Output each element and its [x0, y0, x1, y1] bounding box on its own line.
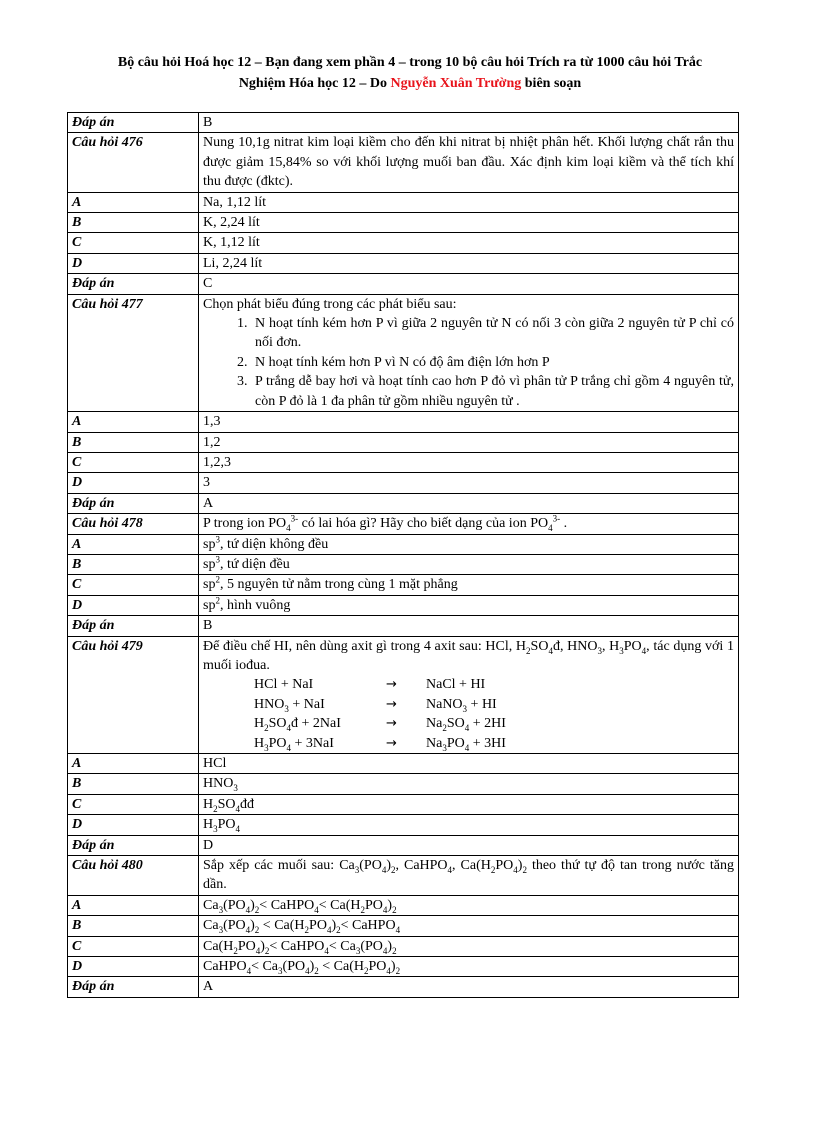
- header-line-2-prefix: Nghiệm Hóa học 12 – Do: [238, 76, 391, 91]
- table-row: [68, 856, 739, 896]
- statement-item: 1. N hoạt tính kém hơn P vì giữa 2 nguyên tử N có nối 3 còn giữa 2 nguyên tử P chỉ có nối đơn.: [251, 314, 734, 353]
- subscript: 2: [264, 945, 270, 956]
- subscript: 4: [246, 965, 252, 976]
- option-label: D: [68, 473, 199, 493]
- subscript: 4: [314, 904, 319, 915]
- option-label: C: [68, 936, 199, 956]
- subscript: 3: [442, 742, 447, 753]
- text-run: + 3HI: [469, 735, 506, 751]
- option-a: Na, 1,12 lít: [199, 192, 739, 212]
- header-line-1: Bộ câu hỏi Hoá học 12 – Bạn đang xem phần 4 – trong 10 bộ câu hỏi Trích ra từ 1000 câu hỏi Trắc: [117, 55, 703, 70]
- superscript: 3: [215, 533, 220, 544]
- equation-right: [426, 734, 576, 753]
- text-run: SO: [217, 796, 236, 812]
- subscript: 4: [245, 904, 251, 915]
- table-row: [68, 233, 739, 253]
- subscript: 3: [597, 645, 602, 656]
- subscript: 2: [254, 925, 260, 936]
- question-label: Câu hỏi 479: [68, 636, 199, 753]
- arrow-icon: →: [386, 696, 397, 712]
- question-prompt: [203, 637, 734, 676]
- text-run: Ca: [203, 897, 219, 913]
- table-row: [68, 774, 739, 794]
- text-run: < CaHPO: [340, 918, 396, 934]
- text-run: ): [250, 897, 255, 913]
- statement-list: [203, 314, 734, 411]
- subscript: 2: [390, 864, 396, 875]
- superscript: 3-: [552, 513, 561, 524]
- subscript: 2: [442, 722, 447, 733]
- option-label: B: [68, 916, 199, 936]
- table-row: [68, 754, 739, 774]
- text-run: đ, HNO: [552, 638, 598, 654]
- table-row: [68, 835, 739, 855]
- question-table: [67, 112, 739, 998]
- text-run: , tác dụng với 1 muối iođua.: [203, 638, 734, 673]
- text-run: H: [254, 735, 265, 751]
- subscript: 4: [548, 522, 553, 533]
- text-run: + HI: [467, 696, 497, 712]
- subscript: 4: [464, 722, 470, 733]
- subscript: 2: [254, 904, 260, 915]
- text-run: P trong ion PO: [203, 516, 287, 532]
- option-c: [199, 575, 739, 595]
- answer-label: Đáp án: [68, 113, 199, 133]
- answer-value: A: [199, 977, 739, 997]
- text-run: PO: [217, 817, 236, 833]
- option-b: 1,2: [199, 432, 739, 452]
- table-row: [68, 133, 739, 192]
- text-run: (PO: [223, 918, 246, 934]
- subscript: 3: [462, 703, 468, 714]
- option-d: 3: [199, 473, 739, 493]
- text-run: sp: [203, 577, 216, 593]
- text-run: PO: [446, 735, 465, 751]
- table-row: [68, 514, 739, 534]
- table-row: [68, 432, 739, 452]
- text-run: .: [560, 516, 568, 532]
- subscript: 4: [382, 904, 388, 915]
- arrow-icon: →: [386, 716, 397, 732]
- subscript: 4: [235, 803, 241, 814]
- option-label: A: [68, 192, 199, 212]
- subscript: 2: [392, 904, 397, 915]
- table-row: [68, 794, 739, 814]
- option-label: B: [68, 774, 199, 794]
- option-a: [199, 534, 739, 554]
- text-run: ): [390, 959, 396, 975]
- equation-left: HCl + NaI: [254, 677, 314, 693]
- subscript: 4: [464, 742, 470, 753]
- option-label: A: [68, 754, 199, 774]
- table-row: [68, 936, 739, 956]
- option-label: C: [68, 794, 199, 814]
- text-run: H: [203, 796, 214, 812]
- answer-label: Đáp án: [68, 616, 199, 636]
- option-b: [199, 774, 739, 794]
- text-run: PO: [623, 638, 642, 654]
- answer-value: D: [199, 835, 739, 855]
- subscript: 3: [218, 904, 224, 915]
- text-run: , Ca(H: [452, 858, 491, 874]
- table-row: [68, 977, 739, 997]
- subscript: 4: [382, 945, 388, 956]
- question-text: [199, 294, 739, 411]
- subscript: 2: [336, 925, 341, 936]
- equation-list: [254, 675, 734, 753]
- subscript: 4: [395, 925, 401, 936]
- subscript: 2: [360, 904, 365, 915]
- question-label: Câu hỏi 477: [68, 294, 199, 411]
- superscript: 3: [215, 554, 220, 565]
- arrow-icon: →: [386, 677, 397, 693]
- option-c: [199, 936, 739, 956]
- option-b: K, 2,24 lít: [199, 213, 739, 233]
- question-label: Câu hỏi 478: [68, 514, 199, 534]
- subscript: 4: [286, 522, 291, 533]
- subscript: 4: [386, 965, 391, 976]
- equation-left: [254, 734, 386, 753]
- text-run: (PO: [282, 959, 306, 975]
- question-text: [199, 636, 739, 753]
- answer-label: Đáp án: [68, 977, 199, 997]
- answer-label: Đáp án: [68, 835, 199, 855]
- text-run: ): [517, 858, 523, 874]
- option-c: K, 1,12 lít: [199, 233, 739, 253]
- equation-right: NaCl + HI: [426, 677, 486, 693]
- subscript: 3: [278, 965, 283, 976]
- table-row: [68, 192, 739, 212]
- option-a: [199, 895, 739, 915]
- subscript: 2: [395, 965, 401, 976]
- subscript: 4: [235, 824, 241, 835]
- subscript: 3: [233, 783, 238, 794]
- equation-left: [254, 695, 386, 714]
- text-run: + 3NaI: [291, 735, 334, 751]
- text-run: ): [331, 918, 337, 934]
- text-run: < Ca(H: [318, 897, 361, 913]
- option-a: 1,3: [199, 412, 739, 432]
- text-run: + 2HI: [469, 716, 506, 732]
- option-b: [199, 916, 739, 936]
- subscript: 2: [490, 864, 496, 875]
- table-row: [68, 895, 739, 915]
- subscript: 4: [326, 925, 332, 936]
- subscript: 2: [264, 722, 269, 733]
- text-run: đ + 2NaI: [291, 716, 341, 732]
- prev-answer: B: [199, 113, 739, 133]
- subscript: 2: [392, 945, 397, 956]
- text-run: PO: [365, 897, 383, 913]
- option-d: [199, 595, 739, 615]
- question-text: [199, 514, 739, 534]
- text-run: SO: [268, 716, 287, 732]
- table-row: [68, 452, 739, 472]
- text-run: CaHPO: [203, 959, 247, 975]
- superscript: 3-: [290, 513, 299, 524]
- text-run: sp: [203, 556, 216, 572]
- table-row: [68, 253, 739, 273]
- option-label: D: [68, 595, 199, 615]
- option-label: B: [68, 213, 199, 233]
- text-run: ): [387, 938, 393, 954]
- option-label: B: [68, 432, 199, 452]
- subscript: 2: [233, 945, 238, 956]
- subscript: 4: [381, 864, 387, 875]
- subscript: 3: [284, 703, 289, 714]
- text-run: ): [387, 897, 393, 913]
- superscript: 2: [215, 595, 220, 606]
- text-run: NaNO: [426, 696, 463, 712]
- text-run: , hình vuông: [219, 597, 291, 613]
- table-row: [68, 473, 739, 493]
- text-run: , H: [601, 638, 620, 654]
- option-c: 1,2,3: [199, 452, 739, 472]
- text-run: sp: [203, 597, 216, 613]
- text-run: Để điều chế HI, nên dùng axit gì trong 4 axit sau: HCl, H: [203, 638, 527, 654]
- text-run: PO: [368, 959, 387, 975]
- option-d: Li, 2,24 lít: [199, 253, 739, 273]
- table-row: [68, 534, 739, 554]
- text-run: ): [260, 938, 265, 954]
- text-run: Ca: [262, 959, 279, 975]
- subscript: 4: [245, 925, 251, 936]
- text-run: HNO: [203, 776, 234, 792]
- equation-right: [426, 714, 576, 733]
- question-text: Nung 10,1g nitrat kim loại kiềm cho đến khi nitrat bị nhiệt phân hết. Khối lượng chất rắn thu được giảm 15,84% so với khối lượng muối ban đầu. Xác định kim loại kiềm và thể tích khí thu được (đktc).: [199, 133, 739, 192]
- answer-value: A: [199, 493, 739, 513]
- text-run: , CaHPO: [395, 858, 448, 874]
- answer-label: Đáp án: [68, 274, 199, 294]
- table-row: [68, 957, 739, 977]
- text-run: H: [254, 716, 265, 732]
- subscript: 4: [641, 645, 647, 656]
- table-row: [68, 916, 739, 936]
- subscript: 2: [522, 864, 527, 875]
- text-run: <: [328, 938, 341, 954]
- equation-right: [426, 695, 576, 714]
- option-label: D: [68, 253, 199, 273]
- answer-label: Đáp án: [68, 493, 199, 513]
- subscript: 4: [548, 645, 553, 656]
- text-run: theo thứ tự độ tan trong nước tăng dần.: [203, 858, 734, 893]
- option-label: B: [68, 554, 199, 574]
- option-label: D: [68, 957, 199, 977]
- text-run: , 5 nguyên tử nằm trong cùng 1 mặt phẳng: [219, 577, 458, 593]
- subscript: 4: [513, 864, 518, 875]
- subscript: 3: [264, 742, 269, 753]
- subscript: 2: [314, 965, 319, 976]
- statement-item: 3. P trắng dễ bay hơi và hoạt tính cao hơn P đỏ vì phân tử P trắng chỉ gồm 4 nguyên tử, còn P đỏ là 1 đa phân tử gồm nhiều nguyên tử .: [251, 372, 734, 411]
- text-run: H: [203, 817, 214, 833]
- text-run: (PO: [359, 858, 382, 874]
- subscript: 3: [354, 864, 360, 875]
- table-row: [68, 412, 739, 432]
- option-label: D: [68, 815, 199, 835]
- header-line-2: [60, 73, 760, 94]
- page-header: [60, 52, 760, 94]
- text-run: ): [309, 959, 315, 975]
- superscript: 2: [215, 574, 220, 585]
- statement-item: 2. N hoạt tính kém hơn P vì N có độ âm điện lớn hơn P: [251, 353, 734, 372]
- text-run: PO: [309, 918, 327, 934]
- option-label: C: [68, 575, 199, 595]
- subscript: 4: [324, 945, 329, 956]
- subscript: 2: [364, 965, 369, 976]
- subscript: 4: [286, 742, 292, 753]
- text-run: (PO: [223, 897, 246, 913]
- text-run: < CaHPO: [269, 938, 325, 954]
- subscript: 2: [304, 925, 310, 936]
- option-label: A: [68, 895, 199, 915]
- answer-value: B: [199, 616, 739, 636]
- text-run: < CaHPO: [259, 897, 315, 913]
- question-label: Câu hỏi 476: [68, 133, 199, 192]
- subscript: 2: [526, 645, 531, 656]
- text-run: PO: [237, 938, 256, 954]
- option-d: [199, 957, 739, 977]
- subscript: 3: [213, 824, 218, 835]
- table-row: [68, 274, 739, 294]
- option-b: [199, 554, 739, 574]
- question-text: [199, 856, 739, 896]
- text-run: <: [251, 959, 263, 975]
- table-row: [68, 493, 739, 513]
- question-label: Câu hỏi 480: [68, 856, 199, 896]
- subscript: 4: [255, 945, 261, 956]
- table-row: [68, 636, 739, 753]
- text-run: đđ: [240, 796, 255, 812]
- text-run: Ca: [340, 938, 356, 954]
- author-name: Nguyễn Xuân Trường: [390, 76, 522, 91]
- subscript: 3: [355, 945, 361, 956]
- text-run: Na: [426, 735, 443, 751]
- answer-value: C: [199, 274, 739, 294]
- option-label: C: [68, 452, 199, 472]
- text-run: <: [259, 918, 275, 934]
- text-run: (PO: [360, 938, 383, 954]
- text-run: Na: [426, 716, 443, 732]
- option-c: [199, 794, 739, 814]
- text-run: + NaI: [288, 696, 325, 712]
- table-row: [68, 575, 739, 595]
- subscript: 2: [213, 803, 218, 814]
- text-run: SO: [530, 638, 549, 654]
- subscript: 3: [218, 925, 224, 936]
- header-line-2-suffix: biên soạn: [521, 76, 582, 91]
- option-d: [199, 815, 739, 835]
- table-row: [68, 815, 739, 835]
- table-row: [68, 294, 739, 411]
- text-run: ): [250, 918, 255, 934]
- text-run: SO: [446, 716, 465, 732]
- subscript: 4: [286, 722, 292, 733]
- text-run: , tứ diện đều: [219, 556, 290, 572]
- option-label: C: [68, 233, 199, 253]
- text-run: Ca: [203, 918, 219, 934]
- text-run: Ca(H: [203, 938, 234, 954]
- text-run: Sắp xếp các muối sau: Ca: [203, 858, 355, 874]
- table-row: [68, 113, 739, 133]
- arrow-icon: →: [386, 735, 397, 751]
- option-label: A: [68, 412, 199, 432]
- equation-left: [254, 714, 386, 733]
- text-run: có lai hóa gì? Hãy cho biết dạng của ion PO: [298, 516, 549, 532]
- option-label: A: [68, 534, 199, 554]
- option-a: HCl: [199, 754, 739, 774]
- text-run: PO: [495, 858, 514, 874]
- text-run: HNO: [254, 696, 285, 712]
- text-run: ): [386, 858, 391, 874]
- table-row: [68, 595, 739, 615]
- text-run: sp: [203, 536, 216, 552]
- table-row: [68, 213, 739, 233]
- subscript: 3: [619, 645, 624, 656]
- text-run: Ca(H: [333, 959, 364, 975]
- table-row: [68, 616, 739, 636]
- subscript: 4: [305, 965, 310, 976]
- text-run: PO: [268, 735, 287, 751]
- text-run: , tứ diện không đều: [219, 536, 329, 552]
- subscript: 4: [447, 864, 453, 875]
- table-row: [68, 554, 739, 574]
- text-run: Ca(H: [274, 918, 305, 934]
- question-prompt: Chọn phát biểu đúng trong các phát biểu sau:: [203, 296, 457, 312]
- text-run: <: [318, 959, 334, 975]
